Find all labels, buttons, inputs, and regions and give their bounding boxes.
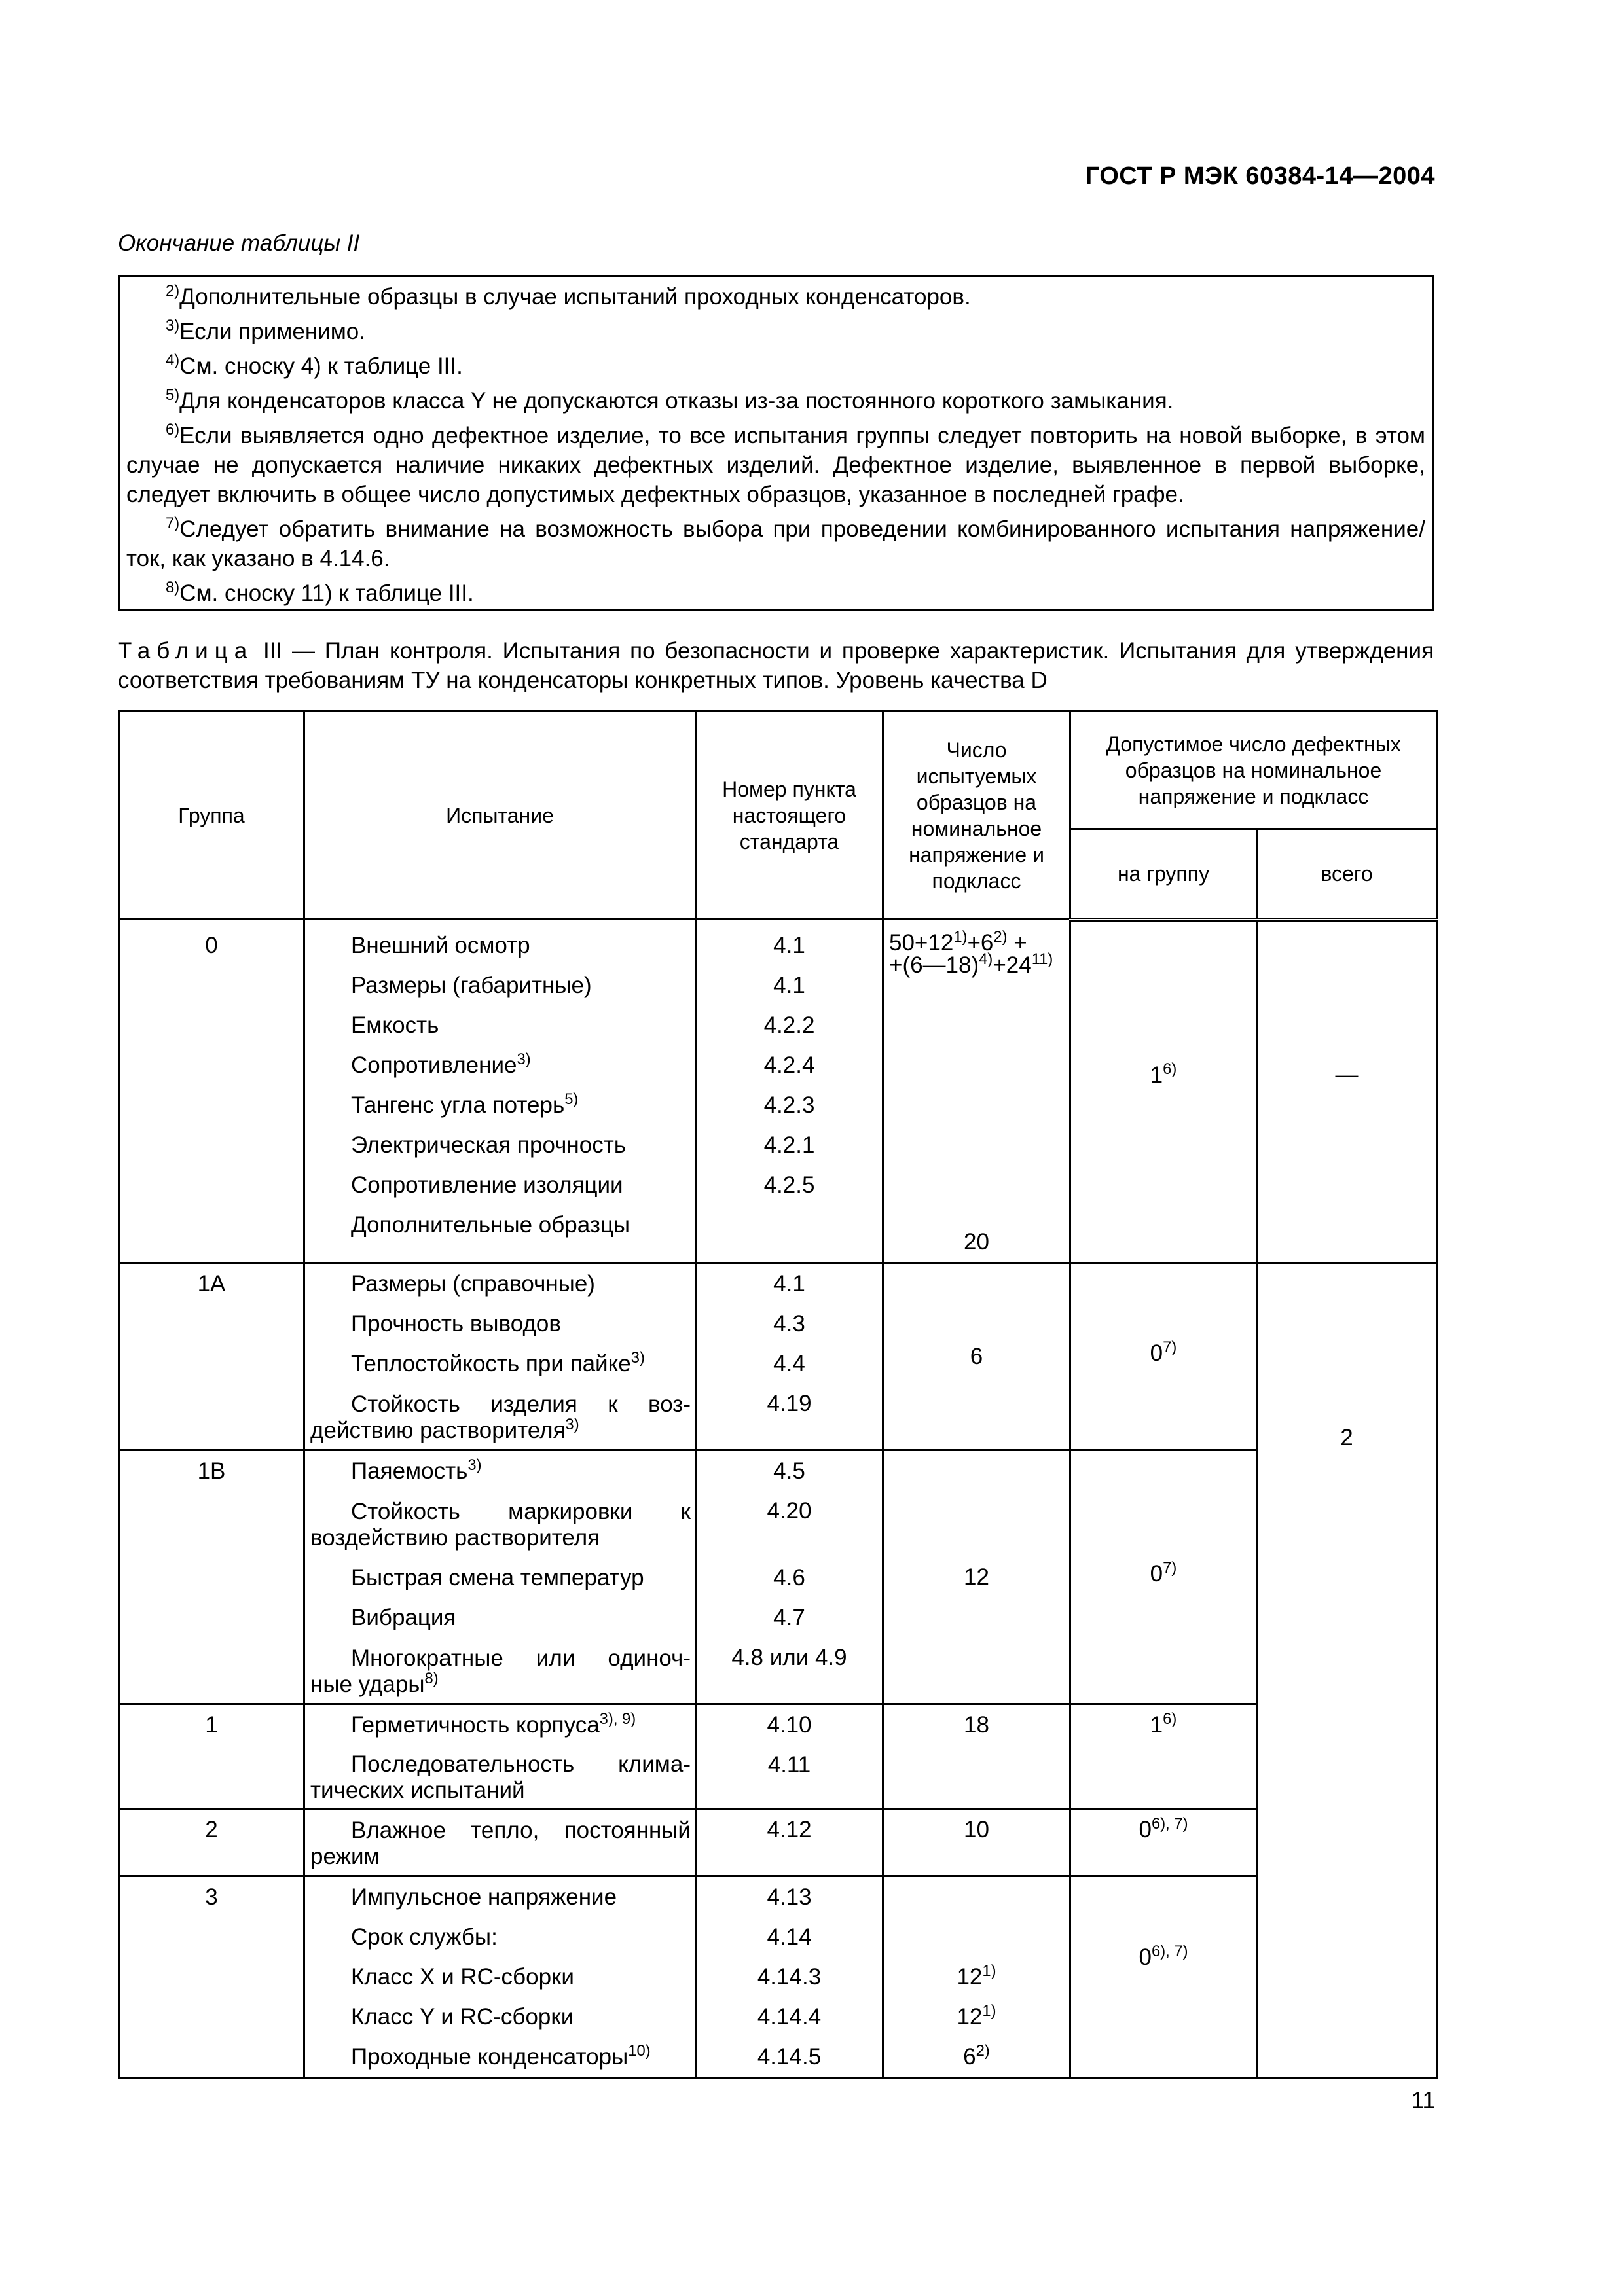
clause-number: 4.1 (773, 1271, 805, 1297)
clause-number: 4.14 (767, 1924, 812, 1950)
test-name: Импульсное напряжение (351, 1884, 617, 1910)
samples-cell (883, 1876, 1070, 2078)
footnote (126, 386, 1425, 416)
sample-count: 6$^{2)}$ (963, 2041, 990, 2070)
test-name: Емкость (351, 1013, 439, 1038)
test-cell (304, 920, 696, 1263)
table-continuation-label: Окончание таблицы II (118, 230, 360, 256)
samples-cell: 18 (883, 1704, 1070, 1809)
allowed-per-group-cell: $0^{6), 7)}$ (1070, 1809, 1257, 1876)
clause-number: 4.5 (773, 1458, 805, 1484)
group-cell (119, 1809, 304, 1876)
footnote (126, 579, 1425, 608)
clause-number: 4.1 (773, 973, 805, 998)
group-name: 1A (197, 1271, 226, 1297)
footnotes-box (118, 275, 1434, 611)
test-name: Проходные конденсаторы$^{10)}$ (351, 2041, 651, 2070)
group-name: 1B (197, 1458, 226, 1484)
header-per-group: на группу (1070, 829, 1257, 920)
test-name: Многократные или одиноч- ные удары$^{8)}$ (310, 1645, 691, 1697)
clause-number: 4.12 (767, 1817, 812, 1842)
table-row (119, 1704, 1437, 1809)
test-name: Срок службы: (351, 1924, 498, 1950)
clause-number: 4.10 (767, 1712, 812, 1738)
group-cell (119, 1876, 304, 2078)
sample-count (884, 1917, 1069, 1957)
samples-cell: 10 (883, 1809, 1070, 1876)
test-cell (304, 1809, 696, 1876)
group-cell (119, 1704, 304, 1809)
table-row (119, 920, 1437, 1263)
allowed-per-group-cell: 0$^{7)}$ (1070, 1263, 1257, 1450)
test-name: Тангенс угла потерь$^{5)}$ (351, 1090, 579, 1118)
test-name: Сопротивление$^{3)}$ (351, 1050, 531, 1078)
clause-number: 4.19 (767, 1391, 812, 1416)
footnote-number: 6) (166, 420, 180, 439)
test-name: Электрическая прочность (351, 1132, 626, 1158)
group-name: 2 (205, 1817, 218, 1842)
test-name: Размеры (справочные) (351, 1271, 595, 1297)
clause-number: 4.3 (773, 1311, 805, 1336)
allowed-per-group-cell: 0$^{7)}$ (1070, 1450, 1257, 1704)
test-cell (304, 1876, 696, 2078)
footnote-number: 7) (166, 514, 180, 532)
table-row (119, 1450, 1437, 1704)
clause-number: 4.1 (773, 933, 805, 958)
test-name: Теплостойкость при пайке$^{3)}$ (351, 1348, 645, 1376)
header-total: всего (1257, 829, 1437, 920)
test-name: Влажное тепло, постоянный режим (310, 1818, 691, 1869)
samples-extra: 20 (964, 1229, 989, 1255)
table-row (119, 1263, 1437, 1450)
table-row (119, 1809, 1437, 1876)
clause-cell (696, 1876, 883, 2078)
clause-number: 4.13 (767, 1884, 812, 1910)
clause-cell (696, 920, 883, 1263)
table-caption-word: Таблица (118, 638, 254, 664)
footnote (126, 421, 1425, 509)
group-cell (119, 1263, 304, 1450)
test-name: Стойкость маркировки к воздействию растворителя (310, 1499, 691, 1551)
test-name: Размеры (габаритные) (351, 973, 592, 998)
test-name: Быстрая смена температур (351, 1565, 644, 1590)
allowed-per-group-cell: $0^{6), 7)}$ (1070, 1876, 1257, 2078)
test-cell (304, 1704, 696, 1809)
clause-number: 4.6 (773, 1565, 805, 1590)
footnote-text: Если выявляется одно дефектное изделие, то все испытания группы следует повторить на новой выборке, в этом случае не допускается наличие никаких дефектных изделий. Дефектное изделие, выявленное в первой выборке, следует включить в общее число допустимых дефектных образцов, указанное в последней графе. (126, 423, 1425, 507)
header-allowed-defects: Допустимое число дефектных образцов на номинальное напряжение и подкласс (1070, 711, 1437, 829)
footnote-text: См. сноску 4) к таблице III. (179, 353, 463, 379)
footnote (126, 282, 1425, 312)
inspection-plan-table (118, 710, 1438, 2079)
header-test: Испытание (304, 711, 696, 920)
samples-cell: 6 (883, 1263, 1070, 1450)
footnote-number: 4) (166, 351, 180, 369)
group-name: 3 (205, 1884, 218, 1910)
footnote-number: 2) (166, 281, 180, 300)
test-name: Класс Y и RC-сборки (351, 2004, 574, 2030)
group-cell (119, 920, 304, 1263)
clause-cell (696, 1809, 883, 1876)
samples-cell: 12 (883, 1450, 1070, 1704)
clause-cell (696, 1263, 883, 1450)
clause-cell (696, 1704, 883, 1809)
sample-count (884, 1877, 1069, 1917)
header-group: Группа (119, 711, 304, 920)
header-samples: Число испытуемых образцов на номинальное напряжение и подкласс (883, 711, 1070, 920)
footnote-number: 3) (166, 316, 180, 334)
allowed-total-cell: 2 (1257, 1263, 1437, 2078)
footnote-number: 8) (166, 578, 180, 596)
allowed-per-group-cell: 1$^{6)}$ (1070, 920, 1257, 1263)
group-name: 1 (205, 1712, 218, 1738)
clause-number: 4.7 (773, 1605, 805, 1630)
test-name: Стойкость изделия к воз- действию растворителя$^{3)}$ (310, 1391, 691, 1443)
clause-number: 4.14.5 (757, 2044, 822, 2070)
page-number: 11 (1411, 2088, 1435, 2113)
clause-number: 4.2.5 (763, 1172, 815, 1198)
samples-formula: $50+12^{1)}+6^{2)}$ + $+(6—18)^{4)}+24^{11)}$ (889, 927, 1053, 978)
footnote-text: Следует обратить внимание на возможность выбора при проведении комбинированного испытания напряжение/ток, как указано в 4.14.6. (126, 516, 1425, 571)
clause-number: 4.2.2 (763, 1013, 815, 1038)
test-cell (304, 1450, 696, 1704)
footnote (126, 317, 1425, 346)
allowed-total-cell: — (1257, 920, 1437, 1263)
footnote (126, 351, 1425, 381)
clause-number: 4.4 (773, 1351, 805, 1376)
sample-count: 12$^{1)}$ (957, 1962, 996, 1990)
test-name: Герметичность корпуса$^{3), 9)}$ (351, 1710, 636, 1738)
group-cell (119, 1450, 304, 1704)
clause-cell (696, 1450, 883, 1704)
test-name: Последовательность клима- тических испытаний (310, 1751, 691, 1803)
header-clause: Номер пункта настоящего стандарта (696, 711, 883, 920)
clause-number: 4.14.3 (757, 1964, 822, 1990)
footnote-text: Для конденсаторов класса Y не допускаются отказы из-за постоянного короткого замыкания. (179, 388, 1174, 414)
clause-number: 4.8 или 4.9 (731, 1645, 847, 1670)
clause-number: 4.2.1 (763, 1132, 815, 1158)
test-cell (304, 1263, 696, 1450)
group-name: 0 (205, 933, 218, 958)
clause-number: 4.2.3 (763, 1092, 815, 1118)
sample-count: 12$^{1)}$ (957, 2001, 996, 2030)
table-row (119, 1876, 1437, 2078)
test-name: Паяемость$^{3)}$ (351, 1456, 482, 1484)
clause-number: 4.20 (767, 1498, 812, 1524)
test-name: Дополнительные образцы (351, 1212, 630, 1238)
footnote-text: Дополнительные образцы в случае испытаний проходных конденсаторов. (179, 284, 971, 310)
clause-number: 4.14.4 (757, 2004, 822, 2030)
test-name: Сопротивление изоляции (351, 1172, 623, 1198)
test-name: Вибрация (351, 1605, 456, 1630)
footnote-number: 5) (166, 386, 180, 404)
footnote (126, 514, 1425, 573)
footnote-text: Если применимо. (179, 319, 365, 344)
clause-number (697, 1205, 882, 1245)
clause-number: 4.2.4 (763, 1052, 815, 1078)
clause-number: 4.11 (767, 1752, 811, 1778)
table-caption-text: III — План контроля. Испытания по безопасности и проверке характеристик. Испытания для утверждения соответствия требованиям ТУ на конденсаторы конкретных типов. Уровень качества D (118, 638, 1434, 693)
table-caption (118, 636, 1434, 695)
test-name: Класс X и RC-сборки (351, 1964, 574, 1990)
test-name: Внешний осмотр (351, 933, 530, 958)
samples-cell (883, 920, 1070, 1263)
footnote-text: См. сноску 11) к таблице III. (179, 581, 474, 606)
test-name: Прочность выводов (351, 1311, 561, 1336)
allowed-per-group-cell: 1$^{6)}$ (1070, 1704, 1257, 1809)
document-code: ГОСТ Р МЭК 60384-14—2004 (1085, 162, 1435, 190)
